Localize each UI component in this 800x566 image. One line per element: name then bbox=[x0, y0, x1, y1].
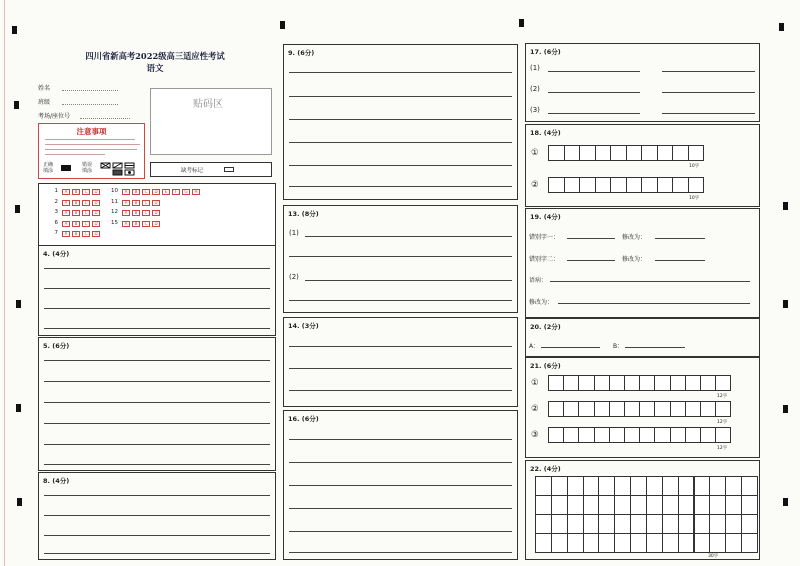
option-box: A bbox=[62, 210, 70, 216]
option-box: C bbox=[82, 189, 90, 195]
question-21-limit-1: 12字 bbox=[717, 394, 728, 399]
scan-edge-line bbox=[4, 0, 5, 566]
grid-cell bbox=[700, 401, 716, 417]
grid-cell bbox=[563, 427, 579, 443]
grid-cell bbox=[567, 495, 584, 515]
grid-cell bbox=[725, 533, 742, 553]
answer-line bbox=[289, 552, 512, 553]
grid-cell bbox=[639, 375, 655, 391]
timing-mark bbox=[14, 101, 19, 109]
grid-cell bbox=[598, 495, 615, 515]
answer-line bbox=[289, 508, 512, 509]
grid-cell bbox=[564, 177, 581, 193]
grid-cell bbox=[741, 476, 758, 496]
grid-cell bbox=[662, 533, 679, 553]
answer-line bbox=[548, 92, 640, 93]
option-box: B bbox=[72, 200, 80, 206]
grid-cell bbox=[654, 427, 670, 443]
option-box: D bbox=[92, 231, 100, 237]
answer-line bbox=[44, 495, 270, 496]
grid-cell bbox=[626, 145, 643, 161]
timing-mark bbox=[16, 404, 21, 412]
answer-line bbox=[44, 268, 270, 269]
timing-mark bbox=[783, 498, 788, 506]
grid-cell bbox=[551, 533, 568, 553]
option-box: B bbox=[132, 200, 140, 206]
grid-cell bbox=[678, 495, 695, 515]
question-21-title: 21. (6分) bbox=[530, 362, 561, 370]
grid-cell bbox=[694, 533, 711, 553]
grid-cell bbox=[630, 495, 647, 515]
grid-cell bbox=[685, 427, 701, 443]
grid-cell bbox=[598, 476, 615, 496]
grid-cell bbox=[614, 476, 631, 496]
question-4-title: 4. (4分) bbox=[43, 250, 70, 258]
grid-cell bbox=[624, 375, 640, 391]
exam-title: 四川省新高考2022级高三适应性考试 bbox=[85, 51, 225, 61]
option-box: B bbox=[72, 210, 80, 216]
notice-text-line bbox=[45, 149, 137, 150]
answer-line bbox=[44, 464, 270, 465]
grid-cell bbox=[548, 427, 564, 443]
grid-cell bbox=[610, 177, 627, 193]
grid-cell bbox=[610, 145, 627, 161]
answer-line bbox=[305, 280, 512, 281]
option-box: D bbox=[152, 221, 160, 227]
grid-cell bbox=[579, 177, 596, 193]
grid-cell bbox=[715, 401, 731, 417]
grid-cell bbox=[694, 495, 711, 515]
option-box: D bbox=[152, 189, 160, 195]
question-number: 2 bbox=[54, 198, 58, 205]
question-number: 3 bbox=[54, 209, 58, 215]
grid-cell bbox=[639, 401, 655, 417]
answer-line bbox=[44, 360, 270, 361]
question-9-section bbox=[283, 44, 518, 200]
answer-line bbox=[550, 281, 750, 282]
grid-cell bbox=[670, 375, 686, 391]
question-17-sub-1: (1) bbox=[530, 64, 540, 72]
notice-text-line bbox=[45, 154, 105, 155]
question-17-sub-3: (3) bbox=[530, 106, 540, 114]
correct-fill-label bbox=[43, 162, 53, 174]
grid-cell bbox=[535, 495, 552, 515]
grid-cell bbox=[567, 476, 584, 496]
grid-cell bbox=[630, 476, 647, 496]
grid-cell bbox=[709, 476, 726, 496]
grid-cell bbox=[614, 514, 631, 534]
grid-cell bbox=[725, 476, 742, 496]
question-21-sub-1: ① bbox=[531, 378, 539, 388]
correct-label-2: 填涂 bbox=[43, 168, 54, 174]
question-21-sub-3: ③ bbox=[531, 430, 539, 440]
typo-2-label: 错别字二： bbox=[529, 256, 560, 263]
grid-cell bbox=[535, 514, 552, 534]
question-number: 10 bbox=[111, 188, 118, 194]
grid-cell bbox=[678, 476, 695, 496]
grid-cell bbox=[564, 145, 581, 161]
timing-mark bbox=[783, 405, 788, 413]
grid-cell bbox=[709, 533, 726, 553]
grid-cell bbox=[609, 375, 625, 391]
option-box: D bbox=[152, 210, 160, 216]
answer-line bbox=[305, 236, 512, 237]
option-box: B bbox=[72, 189, 80, 195]
grid-cell bbox=[657, 145, 674, 161]
grid-cell bbox=[551, 514, 568, 534]
grid-cell bbox=[579, 145, 596, 161]
option-box: D bbox=[92, 210, 100, 216]
grid-cell bbox=[535, 476, 552, 496]
question-20-title: 20. (2分) bbox=[530, 323, 561, 331]
answer-line bbox=[289, 390, 512, 391]
answer-line bbox=[567, 238, 615, 239]
option-box: A bbox=[122, 221, 130, 227]
answer-line bbox=[289, 439, 512, 440]
question-19-title: 19. (4分) bbox=[530, 213, 561, 221]
grid-cell bbox=[654, 375, 670, 391]
option-box: C bbox=[142, 200, 150, 206]
question-13-section bbox=[283, 205, 518, 313]
correct-label-1: 正确 bbox=[43, 162, 54, 168]
timing-mark bbox=[12, 26, 17, 34]
grid-cell bbox=[715, 427, 731, 443]
grid-cell bbox=[578, 401, 594, 417]
option-box: A bbox=[122, 189, 130, 195]
option-box: B bbox=[132, 189, 140, 195]
grid-cell bbox=[551, 476, 568, 496]
question-14-section bbox=[283, 317, 518, 407]
grid-cell bbox=[672, 177, 689, 193]
grid-cell bbox=[595, 177, 612, 193]
option-box: H bbox=[192, 189, 200, 195]
option-box: B bbox=[132, 221, 140, 227]
grid-cell bbox=[741, 495, 758, 515]
option-box: C bbox=[142, 189, 150, 195]
grid-cell bbox=[548, 145, 565, 161]
option-box: E bbox=[162, 189, 170, 195]
grid-cell bbox=[670, 401, 686, 417]
answer-line bbox=[662, 92, 755, 93]
notice-text-line bbox=[45, 144, 140, 145]
name-field-line bbox=[62, 90, 118, 91]
grid-cell bbox=[700, 427, 716, 443]
question-18-sub-2: ② bbox=[531, 180, 539, 190]
absent-mark-checkbox bbox=[224, 167, 234, 172]
grid-cell bbox=[614, 495, 631, 515]
answer-line bbox=[44, 423, 270, 424]
grid-cell bbox=[709, 495, 726, 515]
grid-cell bbox=[567, 514, 584, 534]
grid-cell bbox=[694, 514, 711, 534]
option-box: A bbox=[62, 221, 70, 227]
grid-cell bbox=[678, 514, 695, 534]
answer-line bbox=[662, 113, 755, 114]
option-box: D bbox=[92, 189, 100, 195]
option-box: B bbox=[72, 221, 80, 227]
answer-line bbox=[289, 72, 512, 73]
option-box: A bbox=[122, 210, 130, 216]
grid-cell bbox=[598, 533, 615, 553]
grid-cell bbox=[595, 145, 612, 161]
option-box: D bbox=[92, 200, 100, 206]
answer-line bbox=[625, 347, 685, 348]
fix-1-label: 修改为： bbox=[622, 234, 647, 241]
timing-mark bbox=[519, 19, 524, 27]
grid-cell bbox=[641, 177, 658, 193]
option-box: C bbox=[82, 200, 90, 206]
option-box: C bbox=[82, 210, 90, 216]
grid-cell bbox=[583, 476, 600, 496]
seat-field-line bbox=[80, 118, 130, 119]
exam-subject: 语文 bbox=[146, 64, 164, 74]
grid-cell bbox=[609, 427, 625, 443]
answer-line bbox=[44, 288, 270, 289]
answer-line bbox=[44, 308, 270, 309]
grid-cell bbox=[567, 533, 584, 553]
timing-mark bbox=[280, 21, 285, 29]
option-box: C bbox=[82, 231, 90, 237]
question-number: 11 bbox=[111, 198, 118, 205]
grid-cell bbox=[654, 401, 670, 417]
question-8-section bbox=[38, 472, 276, 560]
grid-cell bbox=[678, 533, 695, 553]
fix-3-label: 修改为： bbox=[529, 299, 554, 306]
option-box: A bbox=[122, 200, 130, 206]
grid-cell bbox=[725, 514, 742, 534]
grid-cell bbox=[646, 533, 663, 553]
grid-cell bbox=[641, 145, 658, 161]
seat-label: 考场/座位号 bbox=[38, 113, 71, 120]
question-17-title: 17. (6分) bbox=[530, 48, 561, 56]
grid-cell bbox=[548, 375, 564, 391]
grid-cell bbox=[685, 401, 701, 417]
answer-line bbox=[548, 71, 640, 72]
grid-cell bbox=[578, 427, 594, 443]
grid-cell bbox=[700, 375, 716, 391]
option-box: C bbox=[142, 210, 150, 216]
question-number: 7 bbox=[54, 230, 58, 236]
timing-mark bbox=[783, 300, 788, 308]
grid-cell bbox=[688, 177, 705, 193]
answer-line bbox=[44, 381, 270, 382]
grid-cell bbox=[646, 514, 663, 534]
question-14-title: 14. (3分) bbox=[288, 322, 319, 330]
answer-line bbox=[289, 96, 512, 97]
grid-cell bbox=[598, 514, 615, 534]
grid-cell bbox=[646, 476, 663, 496]
timing-mark bbox=[16, 300, 21, 308]
option-box: A bbox=[62, 200, 70, 206]
grid-cell bbox=[688, 145, 705, 161]
wrong-label-1: 错误 bbox=[82, 162, 93, 168]
question-18-sub-1: ① bbox=[531, 148, 539, 158]
option-box: A bbox=[62, 231, 70, 237]
absent-mark-box bbox=[150, 162, 272, 177]
grid-cell bbox=[662, 495, 679, 515]
answer-line bbox=[44, 444, 270, 445]
question-5-section bbox=[38, 337, 276, 471]
answer-line bbox=[289, 119, 512, 120]
option-box: C bbox=[82, 221, 90, 227]
option-box: B bbox=[132, 210, 140, 216]
grid-cell bbox=[662, 514, 679, 534]
question-8-title: 8. (4分) bbox=[43, 477, 70, 485]
answer-b-label: B： bbox=[613, 343, 624, 350]
question-19-section bbox=[525, 208, 760, 318]
grid-cell bbox=[548, 401, 564, 417]
question-number: 15 bbox=[111, 219, 118, 226]
timing-mark bbox=[15, 205, 20, 213]
grid-cell bbox=[657, 177, 674, 193]
question-13-sub-2: (2) bbox=[289, 273, 299, 281]
grid-cell bbox=[725, 495, 742, 515]
question-number: 12 bbox=[111, 209, 118, 215]
answer-line bbox=[289, 256, 512, 257]
class-label: 班级 bbox=[38, 99, 51, 106]
grid-cell bbox=[630, 533, 647, 553]
answer-line bbox=[289, 485, 512, 486]
answer-line bbox=[44, 328, 270, 329]
answer-line bbox=[44, 553, 270, 554]
grid-cell bbox=[670, 427, 686, 443]
answer-line bbox=[289, 368, 512, 369]
answer-line bbox=[289, 165, 512, 166]
grid-cell bbox=[583, 533, 600, 553]
grid-cell bbox=[626, 177, 643, 193]
grid-cell bbox=[715, 375, 731, 391]
answer-line bbox=[289, 300, 512, 301]
grid-cell bbox=[709, 514, 726, 534]
grid-cell bbox=[535, 533, 552, 553]
question-5-title: 5. (6分) bbox=[43, 342, 70, 350]
question-13-sub-1: (1) bbox=[289, 229, 299, 237]
option-box: C bbox=[142, 221, 150, 227]
fix-2-label: 修改为： bbox=[622, 256, 647, 263]
question-9-title: 9. (6分) bbox=[288, 49, 315, 57]
question-22-limit: 30字 bbox=[708, 554, 719, 559]
name-label: 姓名 bbox=[38, 85, 51, 92]
answer-line bbox=[567, 260, 615, 261]
grid-cell bbox=[594, 375, 610, 391]
answer-line bbox=[289, 531, 512, 532]
wrong-label-2: 填涂 bbox=[82, 168, 93, 174]
grid-cell bbox=[741, 533, 758, 553]
timing-mark bbox=[783, 202, 788, 210]
notice-text-line bbox=[45, 139, 135, 140]
option-box: A bbox=[62, 189, 70, 195]
answer-line bbox=[662, 71, 755, 72]
grid-cell bbox=[594, 401, 610, 417]
option-box: D bbox=[92, 221, 100, 227]
answer-line bbox=[541, 347, 600, 348]
question-16-title: 16. (6分) bbox=[288, 415, 319, 423]
question-18-limit-1: 10字 bbox=[689, 164, 700, 169]
correct-fill-sample-icon bbox=[61, 165, 71, 171]
wrong-fill-label bbox=[82, 162, 92, 174]
grid-cell bbox=[563, 375, 579, 391]
question-18-limit-2: 10字 bbox=[689, 196, 700, 201]
option-box: B bbox=[72, 231, 80, 237]
answer-line bbox=[655, 238, 705, 239]
grid-cell bbox=[583, 514, 600, 534]
question-21-limit-3: 12字 bbox=[717, 446, 728, 451]
absent-mark-label: 缺考标记 bbox=[181, 168, 204, 174]
answer-line bbox=[44, 515, 270, 516]
answer-line bbox=[655, 260, 705, 261]
grid-cell bbox=[646, 495, 663, 515]
question-22-title: 22. (4分) bbox=[530, 465, 561, 473]
grid-cell bbox=[630, 514, 647, 534]
answer-line bbox=[289, 462, 512, 463]
grid-cell bbox=[662, 476, 679, 496]
option-box: D bbox=[152, 200, 160, 206]
wrong-fill-sample-icon bbox=[100, 162, 138, 176]
grid-cell bbox=[594, 427, 610, 443]
grammar-error-label: 语病： bbox=[529, 277, 548, 284]
answer-line bbox=[289, 142, 512, 143]
grid-cell bbox=[624, 401, 640, 417]
typo-1-label: 错别字一： bbox=[529, 234, 560, 241]
grid-cell bbox=[672, 145, 689, 161]
timing-mark bbox=[779, 23, 784, 31]
question-number: 6 bbox=[54, 219, 58, 226]
notice-box bbox=[38, 123, 145, 179]
grid-cell bbox=[694, 476, 711, 496]
question-number: 1 bbox=[54, 188, 58, 194]
question-21-sub-2: ② bbox=[531, 404, 539, 414]
question-4-section bbox=[38, 245, 276, 336]
barcode-area bbox=[150, 88, 272, 155]
grid-cell bbox=[609, 401, 625, 417]
grid-cell bbox=[563, 401, 579, 417]
question-13-title: 13. (8分) bbox=[288, 210, 319, 218]
grid-cell bbox=[624, 427, 640, 443]
grid-cell bbox=[685, 375, 701, 391]
answer-line bbox=[44, 535, 270, 536]
grid-cell bbox=[583, 495, 600, 515]
question-17-sub-2: (2) bbox=[530, 85, 540, 93]
answer-line bbox=[548, 113, 640, 114]
option-box: G bbox=[182, 189, 190, 195]
timing-mark bbox=[17, 498, 22, 506]
question-21-limit-2: 12字 bbox=[717, 420, 728, 425]
grid-cell bbox=[551, 495, 568, 515]
answer-line bbox=[44, 402, 270, 403]
option-box: F bbox=[172, 189, 180, 195]
answer-a-label: A： bbox=[529, 343, 540, 350]
question-18-title: 18. (4分) bbox=[530, 129, 561, 137]
answer-line bbox=[289, 346, 512, 347]
grid-cell bbox=[548, 177, 565, 193]
answer-line bbox=[289, 186, 512, 187]
grid-cell bbox=[741, 514, 758, 534]
notice-title: 注意事项 bbox=[76, 127, 107, 136]
barcode-label: 贴码区 bbox=[193, 99, 223, 110]
grid-cell bbox=[578, 375, 594, 391]
grid-cell bbox=[614, 533, 631, 553]
answer-line bbox=[558, 303, 750, 304]
class-field-line bbox=[62, 104, 118, 105]
grid-cell bbox=[639, 427, 655, 443]
